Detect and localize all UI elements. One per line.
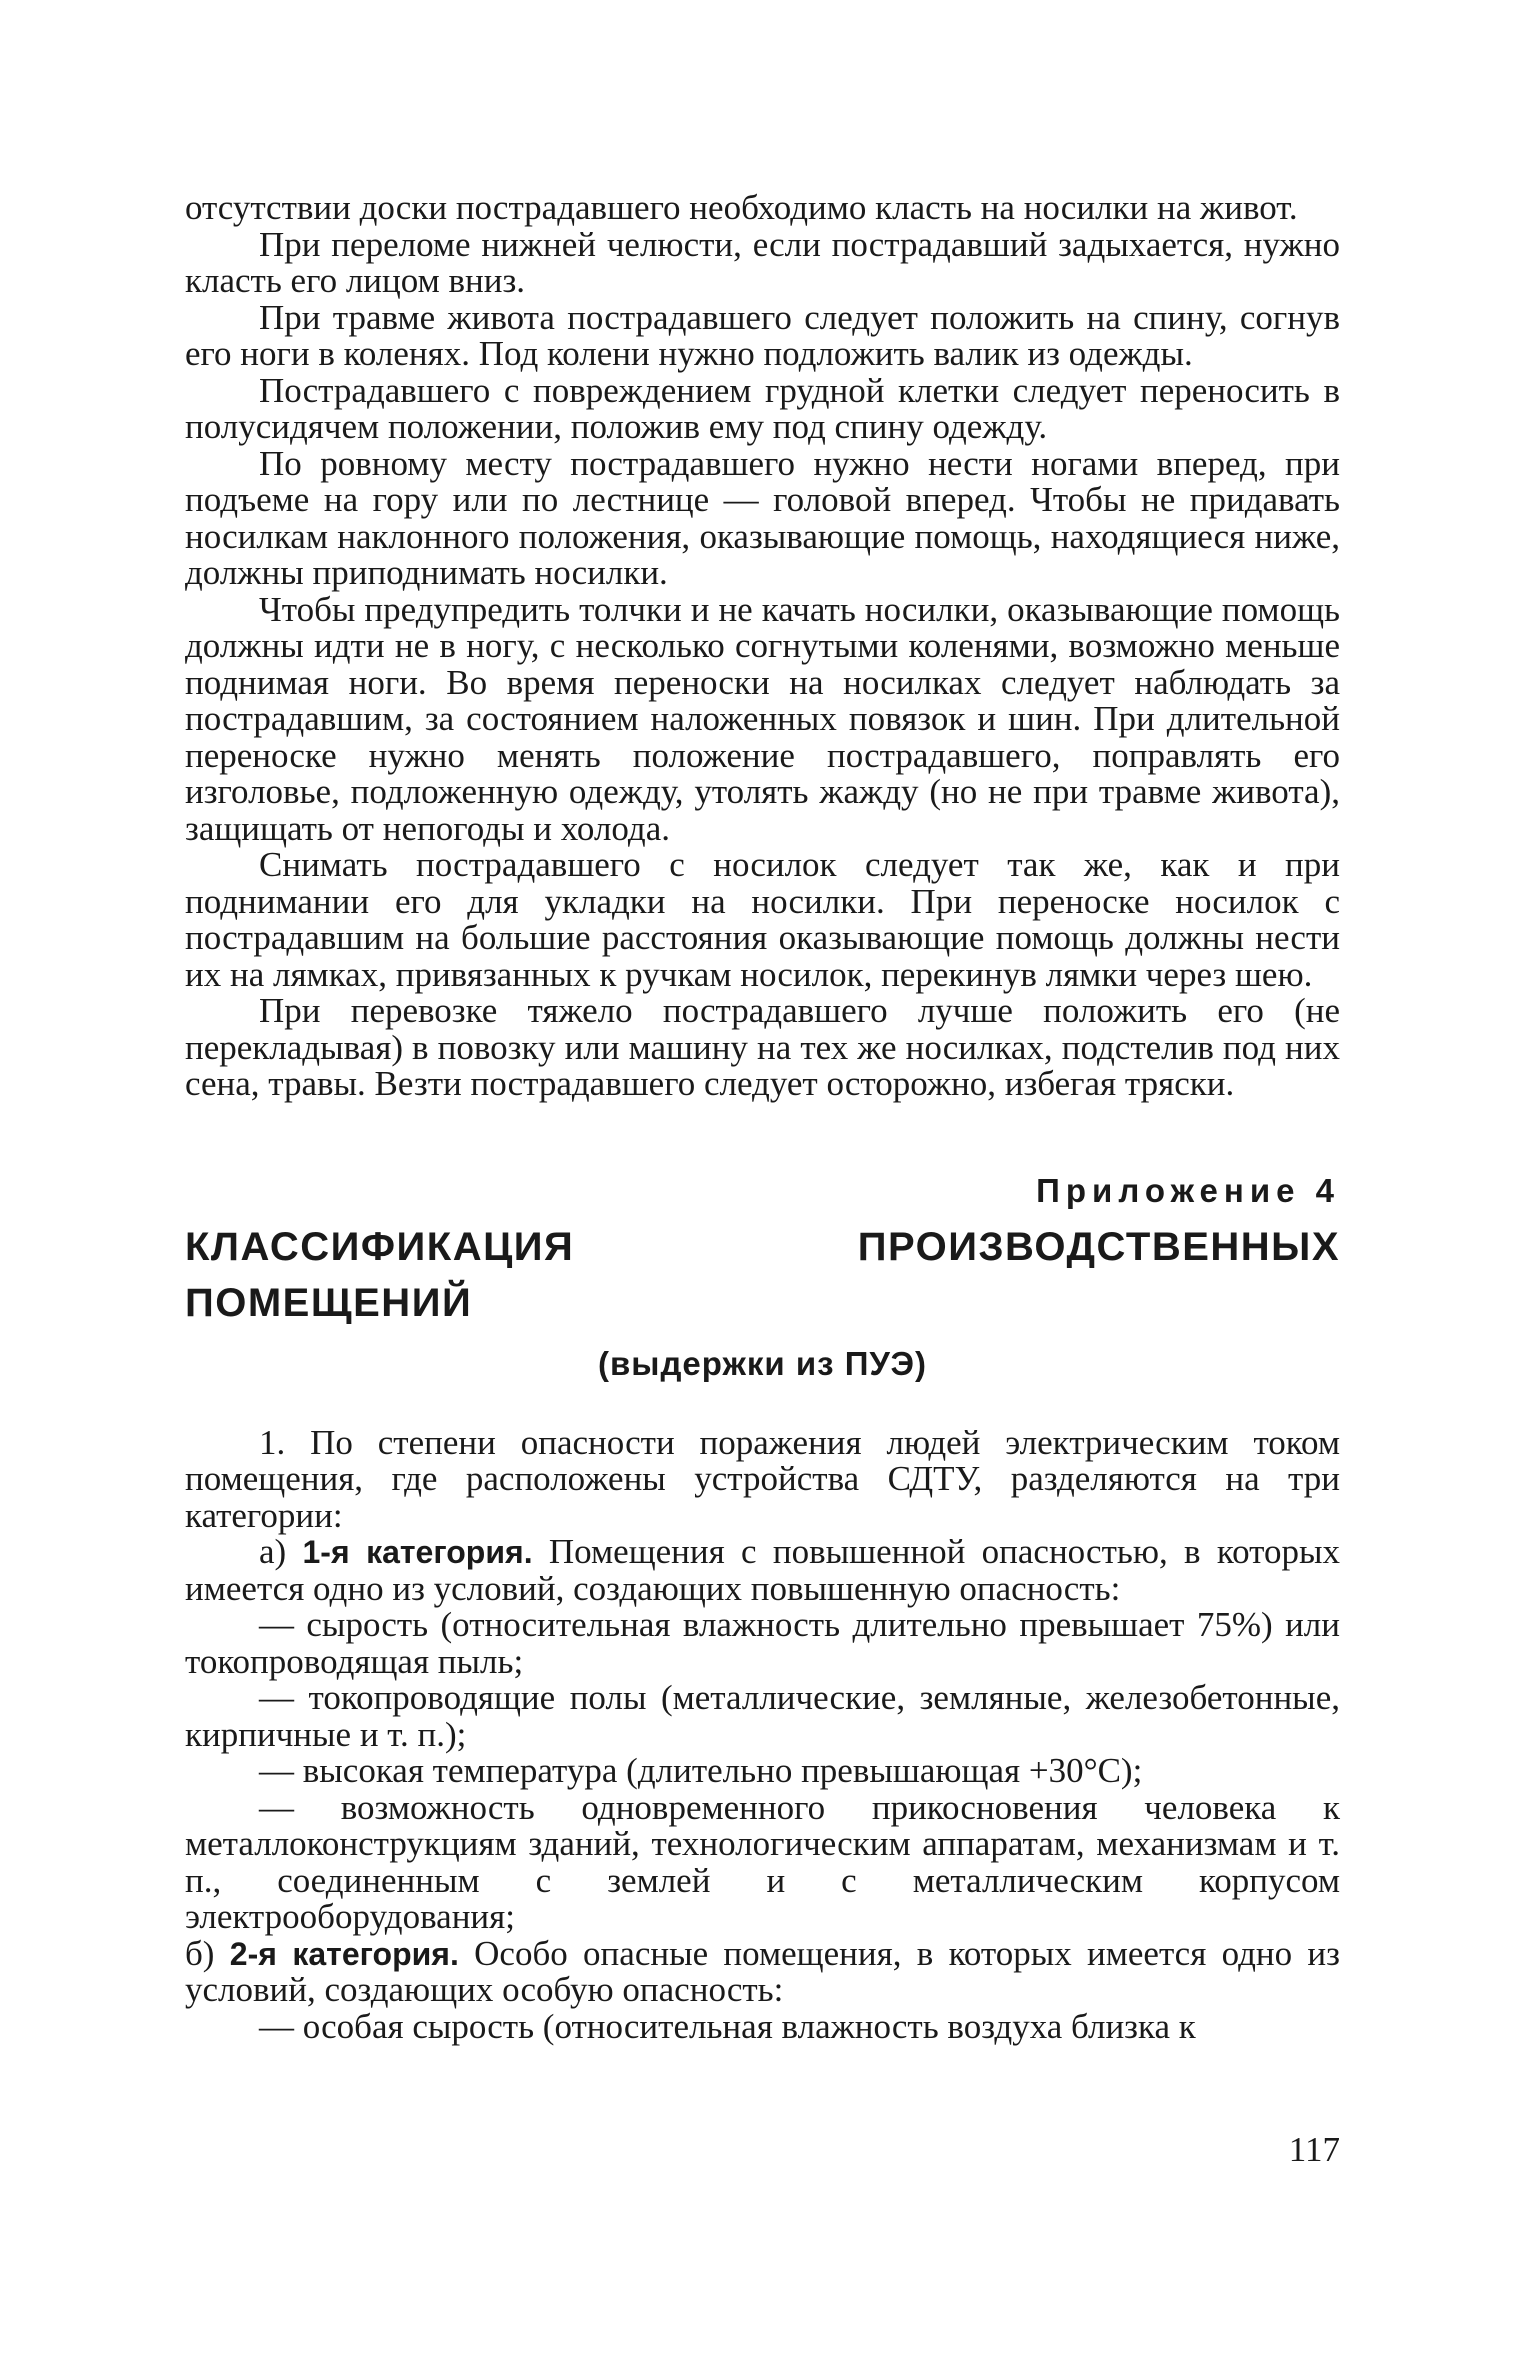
category-1-prefix: а)	[259, 1532, 303, 1571]
category-2-label: 2-я категория.	[229, 1935, 459, 1972]
category-1-item: — высокая температура (длительно превышающая +30°С);	[259, 1751, 1143, 1790]
page-text-block	[185, 190, 1340, 2045]
paragraph: При травме живота пострадавшего следует положить на спину, согнув его ноги в коленях. Под колени нужно подложить валик из одежды.	[185, 297, 1340, 373]
section-intro: 1. По степени опасности поражения людей электрическим током помещения, где расположены устройства СДТУ, разделяются на три категории:	[185, 1422, 1340, 1535]
paragraph: Чтобы предупредить толчки и не качать носилки, оказывающие помощь должны идти не в ногу, с несколько согнутыми коленями, возможно меньше поднимая ноги. Во время переноски на носилках следует наблюдать за пострадавшим, за состоянием наложенных повязок и шин. При длительной переноске нужно менять положение пострадавшего, поправлять его изголовье, подложенную одежду, утолять жажду (но не при травме живота), защищать от непогоды и холода.	[185, 589, 1340, 848]
appendix-label: Приложение 4	[1036, 1171, 1340, 1209]
page-number: 117	[1288, 2130, 1340, 2169]
category-1-item: — возможность одновременного прикосновения человека к металлоконструкциям зданий, технологическим аппаратам, механизмам и т. п., соединенным с землей и с металлическим корпусом электрооборудования;	[185, 1787, 1340, 1936]
category-1-paragraph	[185, 1534, 1340, 1607]
category-2-prefix: б)	[185, 1933, 230, 1973]
paragraph: При перевозке тяжело пострадавшего лучше положить его (не перекладывая) в повозку или машину на тех же носилках, подстелив под них сена, травы. Везти пострадавшего следует осторожно, избегая тряски.	[185, 991, 1340, 1103]
category-1-item: — сырость (относительная влажность длительно превышает 75%) или токопроводящая пыль;	[185, 1605, 1340, 1681]
paragraph: отсутствии доски пострадавшего необходимо класть на носилки на живот.	[185, 188, 1298, 227]
appendix-subtitle: (выдержки из ПУЭ)	[598, 1344, 927, 1382]
category-1-text: Помещения с повышенной опасностью, в которых имеется одно из условий, создающих повышенную опасность:	[185, 1532, 1340, 1608]
paragraph: Снимать пострадавшего с носилок следует так же, как и при поднимании его для укладки на носилки. При переноске носилок с пострадавшим на большие расстояния оказывающие помощь должны нести их на лямках, привязанных к ручкам носилок, перекинув лямки через шею.	[185, 845, 1340, 994]
category-2-item: — особая сырость (относительная влажность воздуха близка к	[259, 2006, 1196, 2046]
appendix-title: КЛАССИФИКАЦИЯ ПРОИЗВОДСТВЕННЫХ ПОМЕЩЕНИЙ	[185, 1224, 1340, 1325]
category-1-item: — токопроводящие полы (металлические, земляные, железобетонные, кирпичные и т. п.);	[185, 1678, 1340, 1754]
paragraph: При переломе нижней челюсти, если пострадавший задыхается, нужно класть его лицом вниз.	[185, 224, 1340, 300]
paragraph: По ровному месту пострадавшего нужно нести ногами вперед, при подъеме на гору или по лестнице — головой вперед. Чтобы не придавать носилкам наклонного положения, оказывающие помощь, находящиеся ниже, должны приподнимать носилки.	[185, 443, 1340, 592]
paragraph: Пострадавшего с повреждением грудной клетки следует переносить в полусидячем положении, положив ему под спину одежду.	[185, 370, 1340, 446]
category-2-text: Особо опасные помещения, в которых имеется одно из условий, создающих особую опасность:	[185, 1933, 1340, 2009]
category-1-label: 1-я категория.	[302, 1534, 533, 1570]
category-2-paragraph	[185, 1933, 1340, 2009]
